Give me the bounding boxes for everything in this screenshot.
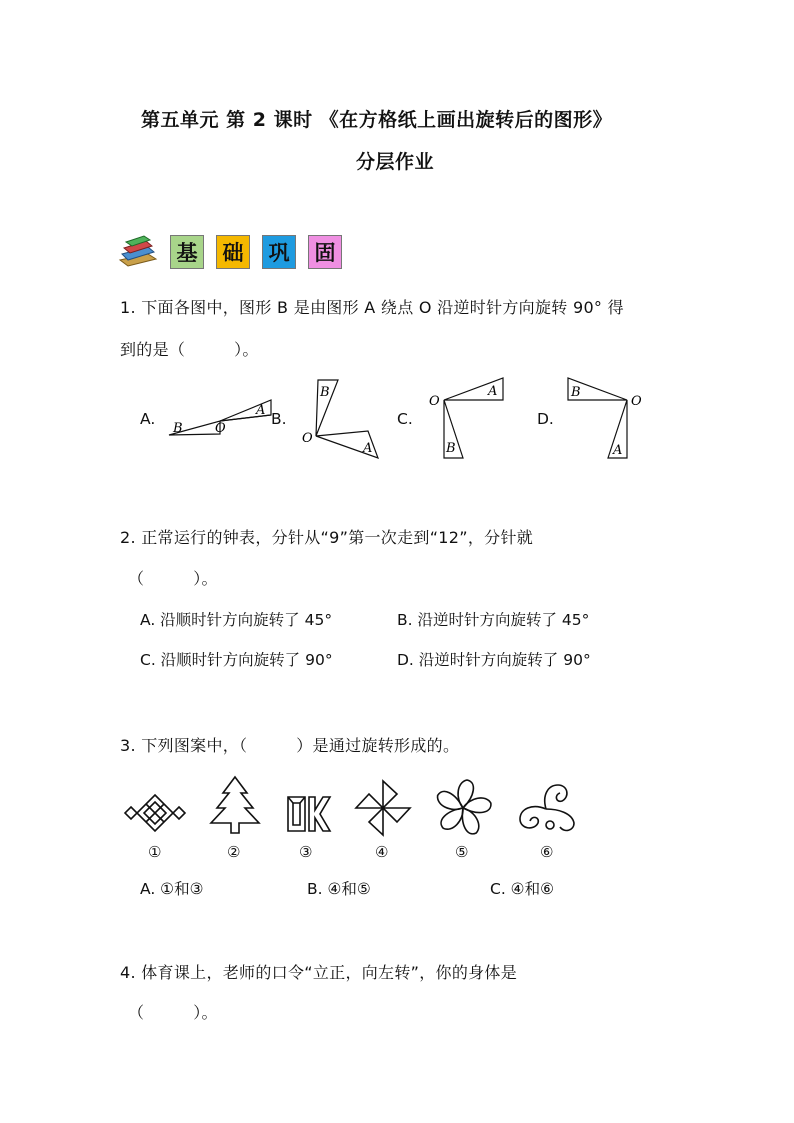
svg-text:O: O xyxy=(429,394,440,409)
q1-figure-b xyxy=(298,376,388,462)
q2-option-d: D. 沿逆时针方向旋转了 90° xyxy=(397,651,591,669)
q2-option-a: A. 沿顺时针方向旋转了 45° xyxy=(140,611,333,629)
badge-chu: 础 xyxy=(216,235,250,269)
q3-option-b: B. ④和⑤ xyxy=(307,880,371,898)
badge-gu: 固 xyxy=(308,235,342,269)
pattern-ok-icon xyxy=(283,793,333,835)
page-subtitle: 分层作业 xyxy=(356,151,435,173)
pattern-number-2: ② xyxy=(227,843,241,861)
pattern-number-1: ① xyxy=(148,843,162,861)
q1-option-b-label: B. xyxy=(271,410,287,428)
pattern-number-3: ③ xyxy=(299,843,313,861)
q2-line1: 2. 正常运行的钟表，分针从“9”第一次走到“12”，分针就 xyxy=(120,528,534,547)
q1-line1: 1. 下面各图中，图形 B 是由图形 A 绕点 O 沿逆时针方向旋转 90° 得 xyxy=(120,298,624,317)
svg-text:O: O xyxy=(631,394,642,409)
section-header xyxy=(118,232,342,272)
pattern-flower-icon xyxy=(430,777,496,839)
pattern-number-6: ⑥ xyxy=(540,843,554,861)
q3-option-a: A. ①和③ xyxy=(140,880,204,898)
pattern-number-4: ④ xyxy=(375,843,389,861)
q3-option-c: C. ④和⑥ xyxy=(490,880,554,898)
pattern-knot-icon xyxy=(121,792,189,834)
pattern-number-5: ⑤ xyxy=(455,843,469,861)
q1-option-c-label: C. xyxy=(397,410,413,428)
label-o: O xyxy=(215,421,226,436)
svg-text:B: B xyxy=(446,441,456,456)
q1-option-a-label: A. xyxy=(140,410,156,428)
badge-ji: 基 xyxy=(170,235,204,269)
svg-text:B: B xyxy=(571,385,581,400)
q2-line2: （ ）。 xyxy=(128,569,218,588)
pattern-tree-icon xyxy=(207,775,263,837)
svg-text:O: O xyxy=(302,431,313,446)
svg-text:A: A xyxy=(613,443,623,458)
q2-option-b: B. 沿逆时针方向旋转了 45° xyxy=(397,611,590,629)
q1-line2: 到的是（ ）。 xyxy=(120,340,259,359)
q4-line2: （ ）。 xyxy=(128,1003,218,1022)
pattern-pinwheel-icon xyxy=(353,778,413,838)
q1-figure-a xyxy=(165,395,275,440)
q4-line1: 4. 体育课上，老师的口令“立正，向左转”，你的身体是 xyxy=(120,963,518,982)
q1-figure-c xyxy=(425,374,515,464)
svg-text:A: A xyxy=(363,441,373,456)
svg-text:A: A xyxy=(488,384,498,399)
badge-gong: 巩 xyxy=(262,235,296,269)
books-icon xyxy=(118,234,158,270)
page-title: 第五单元 第 2 课时 《在方格纸上画出旋转后的图形》 xyxy=(141,109,613,131)
label-a: A xyxy=(256,403,266,418)
q1-option-d-label: D. xyxy=(537,410,554,428)
q3-line1: 3. 下列图案中，（ ）是通过旋转形成的。 xyxy=(120,736,460,755)
label-b: B xyxy=(173,421,183,436)
svg-text:B: B xyxy=(320,385,330,400)
pattern-swirl-icon xyxy=(512,779,582,837)
q1-figure-d xyxy=(562,374,657,464)
q2-option-c: C. 沿顺时针方向旋转了 90° xyxy=(140,651,333,669)
